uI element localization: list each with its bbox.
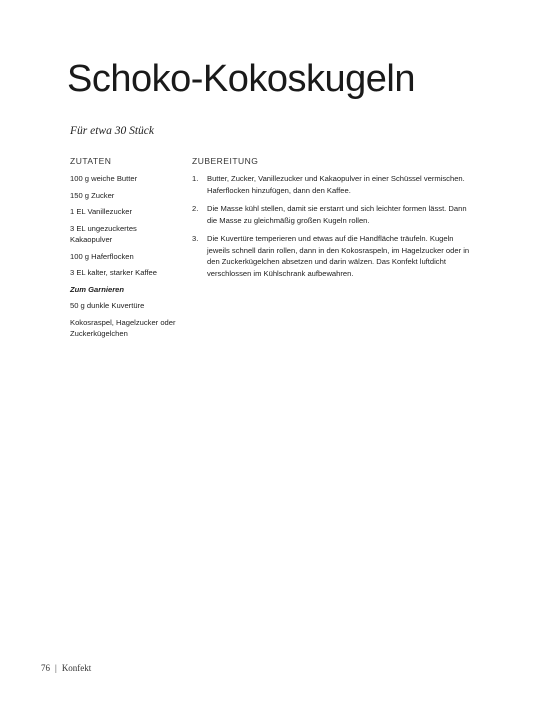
ingredient-item: 3 EL kalter, starker Kaffee [70,268,157,277]
step-number: 1. [192,174,199,183]
ingredient-item: 1 EL Vanillezucker [70,207,133,216]
garnish-item: Kokosraspel, Hagelzucker oder Zuckerkügelchen [70,317,176,338]
step-number: 3. [192,234,199,243]
preparation-steps [192,173,474,279]
footer-separator: | [55,663,57,673]
ingredient-item: 100 g weiche Butter [70,174,138,183]
page-title: Schoko-Kokoskugeln [67,58,415,100]
page-footer [41,663,91,673]
ingredient-item: 150 g Zucker [70,190,115,200]
step-number: 2. [192,204,199,213]
preparation-section [192,156,474,286]
recipe-yield: Für etwa 30 Stück [70,125,154,137]
garnish-heading: Zum Garnieren [70,284,125,294]
ingredients-list [70,173,178,279]
ingredients-section [70,156,178,345]
preparation-step [192,233,474,279]
preparation-step [192,173,474,196]
page-number: 76 [41,663,50,673]
ingredient-item: 3 EL ungezuckertes Kakaopulver [70,223,137,244]
garnish-list [70,300,178,340]
ingredient-item: 100 g Haferflocken [70,251,134,261]
ingredients-heading: ZUTATEN [70,156,112,166]
section-name: Konfekt [61,663,92,673]
preparation-step [192,203,474,226]
step-text: Die Masse kühl stellen, damit sie erstarrt und sich leichter formen lässt. Dann die Masse zu gleichmäßig großen Kugeln rollen. [207,204,467,225]
step-text: Die Kuvertüre temperieren und etwas auf die Handfläche träufeln. Kugeln jeweils schnell darin rollen, dann in den Kokosraspeln, im Hagelzucker oder in den Zuckerkügelchen absetzen und darin wälzen. Das Konfekt luftdicht verschlossen im Kühlschrank aufbewahren. [207,234,470,278]
preparation-heading: ZUBEREITUNG [192,156,259,166]
step-text: Butter, Zucker, Vanillezucker und Kakaopulver in einer Schüssel vermischen. Haferflocken hinzufügen, dann den Kaffee. [207,174,465,195]
garnish-item: 50 g dunkle Kuvertüre [70,301,145,310]
